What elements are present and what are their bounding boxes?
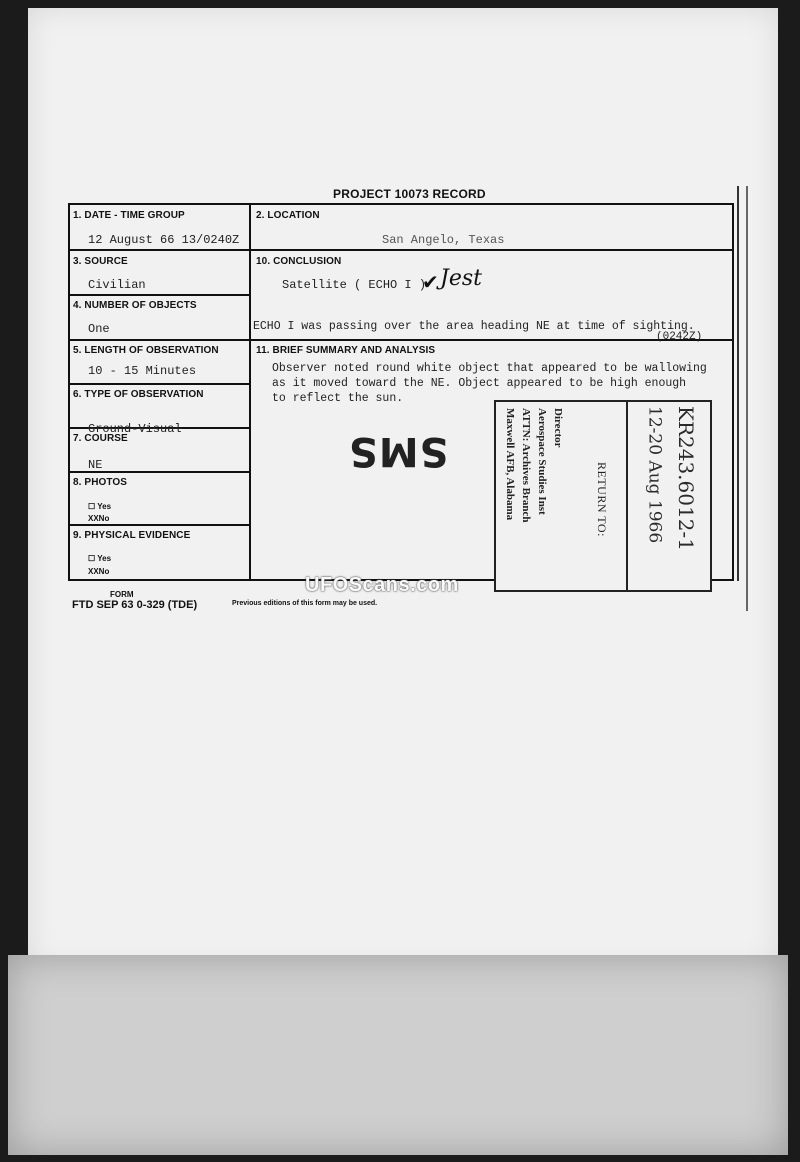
form-id: FTD SEP 63 0-329 (TDE)	[72, 599, 198, 611]
brief-summary-line: as it moved toward the NE. Object appeared to be high enough	[272, 377, 687, 390]
number-of-objects-value: One	[88, 322, 110, 336]
type-of-observation-value: Ground-Visual	[88, 422, 182, 436]
initials-signature: Jest	[440, 266, 482, 291]
page-edge-line	[746, 186, 748, 611]
row-divider	[68, 339, 734, 341]
stamp-address-line: Aerospace Studies Inst	[536, 408, 548, 515]
course-value: NE	[88, 458, 103, 472]
handwritten-dates: 12-20 Aug 1966	[644, 406, 665, 544]
row-divider	[68, 524, 250, 526]
sms-stamp: SMS	[348, 428, 449, 474]
source-value: Civilian	[88, 278, 146, 292]
physical-evidence-yes-option: ☐ Yes	[88, 554, 112, 563]
stamp-address-line: Maxwell AFB, Alabama	[504, 408, 516, 521]
physical-evidence-no-mark: XX	[88, 567, 99, 576]
row-divider	[68, 294, 250, 296]
length-of-observation-value: 10 - 15 Minutes	[88, 364, 197, 378]
conclusion-note: ECHO I was passing over the area heading NE at time of sighting.	[253, 320, 695, 333]
watermark-text: UFOScans.com	[305, 574, 459, 596]
course-label: 7. COURSE	[73, 433, 128, 444]
location-label: 2. LOCATION	[256, 210, 320, 221]
physical-evidence-no-option	[88, 567, 109, 576]
photos-no-mark: XX	[88, 514, 99, 523]
conclusion-value: Satellite ( ECHO I )	[282, 278, 427, 292]
check-mark: ✔	[422, 270, 439, 294]
photos-no-label: No	[98, 514, 110, 523]
physical-evidence-label: 9. PHYSICAL EVIDENCE	[73, 530, 191, 541]
type-of-observation-label: 6. TYPE OF OBSERVATION	[73, 389, 204, 400]
location-value: San Angelo, Texas	[382, 233, 505, 247]
brief-summary-line: to reflect the sun.	[272, 392, 404, 405]
stamp-address-line: Director	[552, 408, 564, 448]
scan-backing	[8, 955, 788, 1155]
form-note: Previous editions of this form may be used.	[232, 600, 378, 607]
date-time-group-value: 12 August 66 13/0240Z	[88, 233, 240, 247]
return-to-stamp	[494, 400, 712, 592]
physical-evidence-no-label: No	[98, 567, 110, 576]
form-title: PROJECT 10073 RECORD	[333, 187, 486, 201]
photos-yes-label: Yes	[97, 502, 112, 511]
page-edge-line	[737, 186, 739, 581]
photos-no-option	[88, 514, 109, 523]
form-label: FORM	[110, 590, 134, 599]
handwritten-reference: KR243.6012-1	[674, 406, 698, 551]
photos-label: 8. PHOTOS	[73, 477, 128, 488]
row-divider	[68, 249, 734, 251]
brief-summary-line: Observer noted round white object that appeared to be wallowing	[272, 362, 707, 375]
stamp-address-line: ATTN: Archives Branch	[520, 408, 532, 523]
date-time-group-label: 1. DATE - TIME GROUP	[73, 210, 185, 221]
conclusion-note-time: (0242Z)	[656, 331, 703, 343]
stamp-divider	[626, 402, 628, 590]
length-of-observation-label: 5. LENGTH OF OBSERVATION	[73, 345, 219, 356]
source-label: 3. SOURCE	[73, 256, 128, 267]
photos-yes-option: ☐ Yes	[88, 502, 112, 511]
brief-summary-label: 11. BRIEF SUMMARY AND ANALYSIS	[256, 345, 436, 356]
conclusion-label: 10. CONCLUSION	[256, 256, 342, 267]
return-to-label: RETURN TO:	[595, 462, 609, 537]
number-of-objects-label: 4. NUMBER OF OBJECTS	[73, 300, 197, 311]
row-divider	[68, 383, 250, 385]
physical-evidence-yes-label: Yes	[97, 554, 112, 563]
